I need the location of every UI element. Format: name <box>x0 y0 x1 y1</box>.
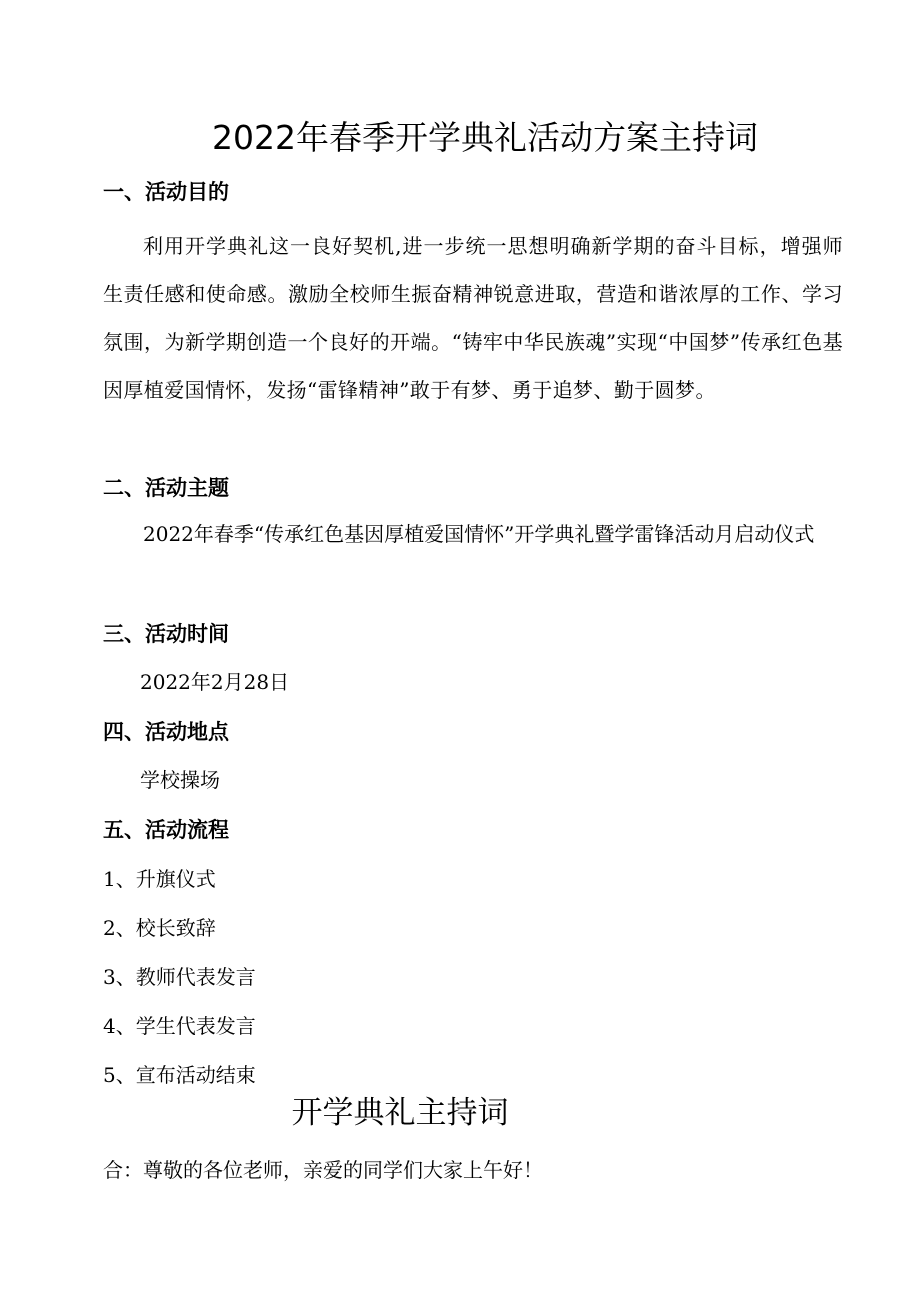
section-heading-location: 四、活动地点 <box>103 720 229 744</box>
process-item: 2、校长致辞 <box>103 916 216 940</box>
document-title: 2022年春季开学典礼活动方案主持词 <box>212 118 758 157</box>
process-item: 1、升旗仪式 <box>103 867 216 891</box>
section-heading-time: 三、活动时间 <box>103 622 229 646</box>
process-item: 4、学生代表发言 <box>103 1014 256 1038</box>
section-heading-purpose: 一、活动目的 <box>103 180 229 204</box>
section-heading-theme: 二、活动主题 <box>103 476 229 500</box>
process-item: 3、教师代表发言 <box>103 965 256 989</box>
host-script-title: 开学典礼主持词 <box>291 1095 509 1131</box>
section-text-location: 学校操场 <box>140 768 220 792</box>
process-item: 5、宣布活动结束 <box>103 1063 256 1087</box>
section-heading-process: 五、活动流程 <box>103 818 229 842</box>
host-script-line: 合：尊敬的各位老师，亲爱的同学们大家上午好！ <box>103 1158 543 1182</box>
section-text-purpose: 利用开学典礼这一良好契机,进一步统一思想明确新学期的奋斗目标，增强师生责任感和使命感。激励全校师生振奋精神锐意进取，营造和谐浓厚的工作、学习氛围，为新学期创造一个良好的开端。“铸牢中华民族魂”实现“中国梦”传承红色基因厚植爱国情怀，发扬“雷锋精神”敢于有梦、勇于追梦、勤于圆梦。 <box>103 234 843 402</box>
section-text-theme: 2022年春季“传承红色基因厚植爱国情怀”开学典礼暨学雷锋活动月启动仪式 <box>143 522 815 546</box>
section-text-time: 2022年2月28日 <box>140 670 290 694</box>
